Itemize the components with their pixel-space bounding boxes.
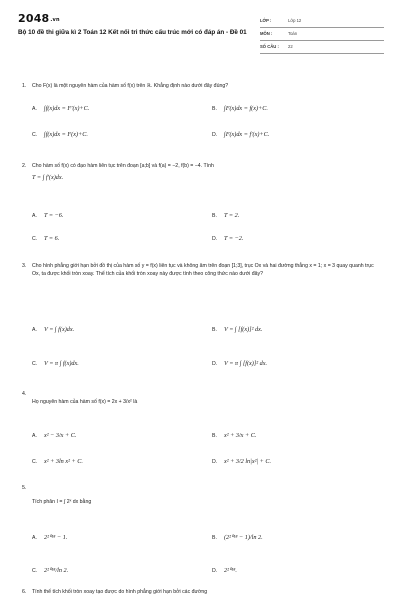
question-number: 5.: [22, 485, 27, 491]
question-stem: Tính thể tích khối tròn xoay tạo được do hình phẳng giới hạn bởi các đường: [32, 589, 208, 595]
question-number: 3.: [22, 263, 27, 269]
option-a[interactable]: A. 2²⁰¹⁸ − 1.: [32, 534, 68, 541]
option-b[interactable]: B. ∫F(x)dx = f(x)+C.: [212, 105, 268, 112]
question-stem: Tích phân I = ∫ 2ˣ dx bằng: [32, 499, 92, 505]
question-5: [22, 484, 380, 580]
option-a[interactable]: A. V = ∫ f(x)dx.: [32, 326, 75, 333]
option-c[interactable]: C. x² + 3ln x² + C.: [32, 458, 83, 465]
option-c[interactable]: C. ∫f(x)dx = F(x)+C.: [32, 131, 88, 138]
exam-header: [18, 12, 384, 60]
question-4: [22, 390, 380, 470]
question-stem: Cho hàm số f(x) có đạo hàm liên tục trên đoạn [a;b] và f(a) = −2, f(b) = −4. Tính: [32, 163, 214, 169]
option-d[interactable]: D. ∫F(x)dx = f′(x)+C.: [212, 131, 270, 138]
meta-subject-row: [260, 28, 384, 41]
option-a[interactable]: A. ∫f(x)dx = F′(x)+C.: [32, 105, 90, 112]
meta-class-value: Lớp 12: [288, 18, 302, 23]
option-c[interactable]: C. 2²⁰¹⁸/ln 2.: [32, 567, 69, 574]
meta-count-value: 22: [288, 44, 293, 49]
meta-class-key: LỚP :: [260, 18, 272, 23]
option-b[interactable]: B. V = ∫ [f(x)]² dx.: [212, 326, 263, 333]
option-a[interactable]: A. T = −6.: [32, 212, 64, 219]
document-title: Bộ 10 đề thi giữa kì 2 Toán 12 Kết nối tri thức cấu trúc mới có đáp án - Đề 01: [18, 29, 247, 36]
option-b[interactable]: B. (2²⁰¹⁸ − 1)/ln 2.: [212, 534, 263, 541]
exam-page: [14, 10, 386, 600]
meta-count-key: SỐ CÂU :: [260, 44, 279, 49]
meta-class-row: [260, 15, 384, 28]
option-b[interactable]: B. x² + 3/x + C.: [212, 432, 257, 439]
option-b[interactable]: B. T = 2.: [212, 212, 240, 219]
option-d[interactable]: D. 2²⁰¹⁸.: [212, 567, 237, 574]
question-1: [22, 82, 380, 152]
meta-count-row: [260, 41, 384, 54]
question-stem: Cho hình phẳng giới hạn bởi đồ thị của hàm số y = f(x) liên tục và không âm trên đoạn [1;3], trục Ox và hai đường thẳng x = 1; x = 3 quay quanh trục Ox, ta được khối tròn xoay. Thể tích của khối tròn xoay này được tính theo công thức nào dưới đây?: [32, 263, 374, 277]
question-formula: T = ∫ f′(x)dx.: [32, 174, 64, 181]
exam-meta: [260, 15, 384, 54]
question-stem: Họ nguyên hàm của hàm số f(x) = 2x + 3/x² là: [32, 399, 138, 405]
question-2: [22, 162, 380, 252]
option-d[interactable]: D. x² + 3/2 ln|x²| + C.: [212, 458, 272, 465]
option-d[interactable]: D. V = π ∫ [f(x)]² dx.: [212, 360, 268, 367]
site-logo[interactable]: 2048.vn: [18, 12, 60, 25]
option-d[interactable]: D. T = −2.: [212, 235, 244, 242]
meta-subject-value: Toán: [288, 31, 298, 36]
question-number: 1.: [22, 83, 27, 89]
question-number: 4.: [22, 391, 27, 397]
question-number: 2.: [22, 163, 27, 169]
option-c[interactable]: C. T = 6.: [32, 235, 60, 242]
question-stem: Cho F(x) là một nguyên hàm của hàm số f(x) trên ℝ. Khẳng định nào dưới đây đúng?: [32, 83, 229, 89]
question-number: 6.: [22, 589, 27, 595]
option-c[interactable]: C. V = π ∫ f(x)dx.: [32, 360, 79, 367]
option-a[interactable]: A. x² − 3/x + C.: [32, 432, 77, 439]
question-3: [22, 262, 380, 382]
meta-subject-key: MÔN :: [260, 31, 273, 36]
question-6: [22, 588, 380, 598]
